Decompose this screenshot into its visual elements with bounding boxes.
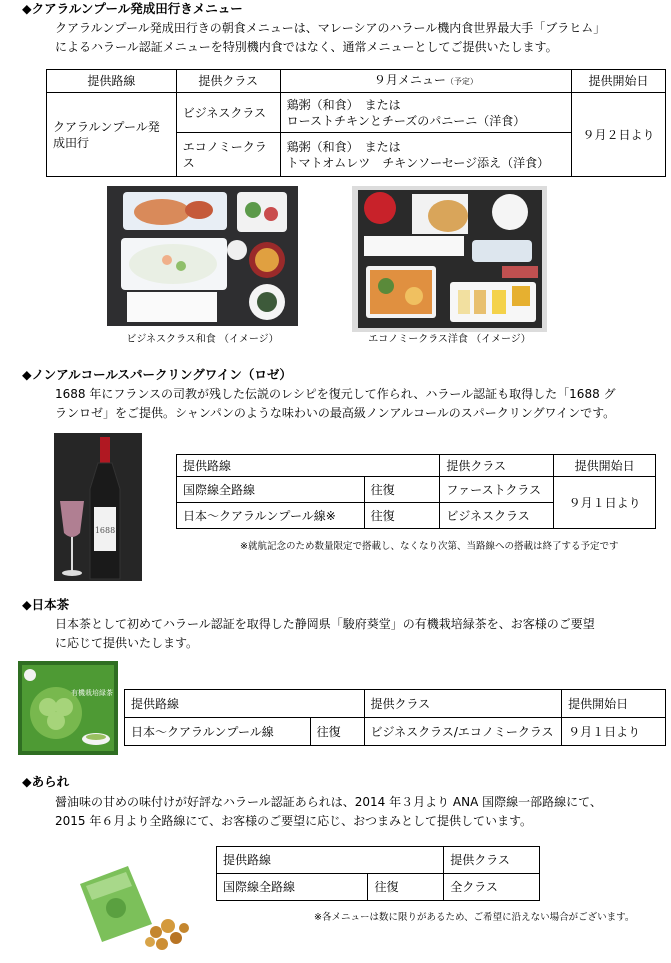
arare-photo [72, 856, 200, 956]
arare-snack-illustration [72, 856, 200, 956]
tea-table [124, 689, 666, 746]
business-meal-illustration [107, 186, 298, 326]
section-heading-kl-menu: ◆クアラルンプール発成田行きメニュー [22, 1, 243, 16]
arare-td-class: 全クラス [444, 874, 540, 901]
tea-th-class: 提供クラス [364, 690, 562, 718]
wine-note: ※就航記念のため数量限定で搭載し、なくなり次第、当路線への搭載は終了する予定です [240, 541, 619, 552]
td-class-economy: エコノミークラス [176, 133, 280, 177]
paragraph-tea-line1: 日本茶として初めてハラール認証を取得した静岡県「駿府葵堂」の有機栽培緑茶を、お客様のご要望 [55, 617, 595, 631]
paragraph-wine-line2: ランロゼ」をご提供。シャンパンのような味わいの最高級ノンアルコールのスパークリングワインです。 [55, 406, 616, 420]
section-heading-arare: ◆あられ [22, 774, 70, 789]
paragraph-arare-line2: 2015 年６月より全路線にて、お客様のご要望に応じ、おつまみとして提供しています。 [55, 814, 533, 828]
wine-th-start: 提供開始日 [554, 455, 656, 477]
tea-th-route: 提供路線 [125, 690, 365, 718]
paragraph-kl-line2: によるハラール認証メニューを特別機内食ではなく、通常メニューとしてご提供いたします。 [55, 40, 558, 54]
arare-note: ※各メニューは数に限りがあるため、ご希望に沿えない場合がございます。 [314, 912, 635, 923]
green-tea-photo [18, 661, 118, 755]
th-start: 提供開始日 [572, 70, 666, 93]
tea-td-trip: 往復 [310, 718, 364, 746]
td-menu-economy: 鶏粥（和食） または トマトオムレツ チキンソーセージ添え（洋食） [280, 133, 572, 177]
td-start: ９月２日より [572, 93, 666, 177]
bottle-label-text: 1688 [94, 526, 116, 535]
economy-photo-caption: エコノミークラス洋食 （イメージ） [368, 334, 531, 345]
paragraph-tea-line2: に応じて提供いたします。 [55, 636, 199, 650]
business-photo-caption: ビジネスクラス和食 （イメージ） [126, 334, 279, 345]
section-heading-sparkling-wine: ◆ノンアルコールスパークリングワイン（ロゼ） [22, 367, 292, 382]
wine-td-class-1: ファーストクラス [440, 477, 554, 503]
tea-td-route: 日本～クアラルンプール線 [125, 718, 311, 746]
green-tea-box-illustration [18, 661, 118, 755]
wine-td-route-2: 日本～クアラルンプール線※ [177, 503, 365, 529]
th-class: 提供クラス [176, 70, 280, 93]
wine-th-class: 提供クラス [440, 455, 554, 477]
economy-meal-photo [352, 186, 547, 332]
kl-menu-table [46, 69, 666, 177]
paragraph-wine-line1: 1688 年にフランスの司教が残した伝説のレシピを復元して作られ、ハラール認証も取得した「1688 グ [55, 387, 616, 401]
wine-td-route-1: 国際線全路線 [177, 477, 365, 503]
wine-td-class-2: ビジネスクラス [440, 503, 554, 529]
tea-th-start: 提供開始日 [562, 690, 666, 718]
tea-box-label: 有機栽培緑茶 [71, 689, 113, 697]
th-menu: ９月メニュー（予定） [280, 70, 572, 93]
arare-td-trip: 往復 [368, 874, 444, 901]
td-class-business: ビジネスクラス [176, 93, 280, 133]
tea-td-class: ビジネスクラス/エコノミークラス [364, 718, 562, 746]
wine-td-start: ９月１日より [554, 477, 656, 529]
paragraph-arare-line1: 醤油味の甘めの味付けが好評なハラール認証あられは、2014 年３月より ANA 国際線一部路線にて、 [55, 795, 602, 809]
paragraph-kl-line1: クアラルンプール発成田行きの朝食メニューは、マレーシアのハラール機内食世界最大手「ブラヒム」 [55, 21, 606, 35]
td-menu-business: 鶏粥（和食） または ローストチキンとチーズのパニーニ（洋食） [280, 93, 572, 133]
tea-td-start: ９月１日より [562, 718, 666, 746]
wine-table [176, 454, 656, 529]
wine-td-trip-2: 往復 [364, 503, 440, 529]
td-route: クアラルンプール発成田行 [47, 93, 177, 177]
wine-th-route: 提供路線 [177, 455, 440, 477]
business-meal-photo [107, 186, 298, 326]
arare-table [216, 846, 540, 901]
economy-meal-illustration [352, 186, 547, 332]
wine-td-trip-1: 往復 [364, 477, 440, 503]
arare-th-route: 提供路線 [217, 847, 444, 874]
sparkling-wine-photo [54, 433, 142, 581]
section-heading-japanese-tea: ◆日本茶 [22, 597, 70, 612]
arare-td-route: 国際線全路線 [217, 874, 368, 901]
wine-bottle-illustration [54, 433, 142, 581]
th-route: 提供路線 [47, 70, 177, 93]
arare-th-class: 提供クラス [444, 847, 540, 874]
